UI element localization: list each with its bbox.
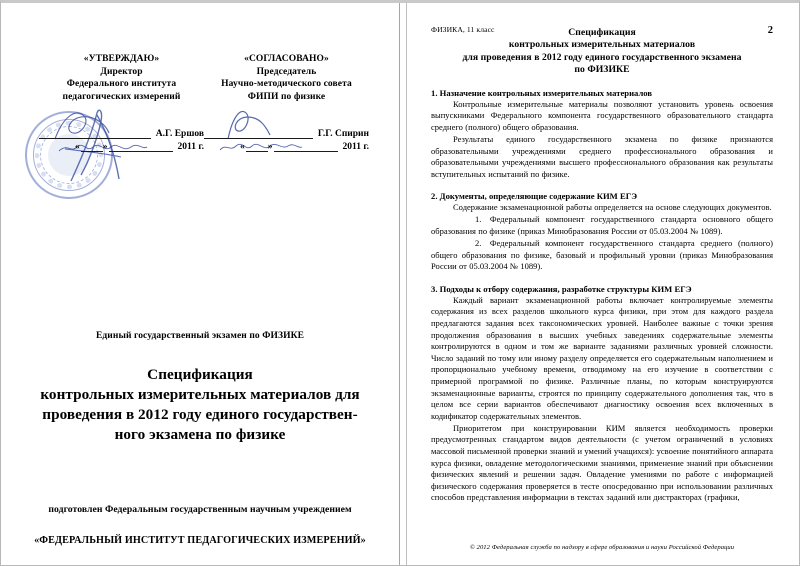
left-page-title: [17, 365, 383, 445]
approval-heading-line: Научно-методического совета: [221, 79, 352, 90]
approval-block: [17, 53, 383, 167]
approval-heading-line: Председатель: [256, 66, 317, 77]
running-head: ФИЗИКА, 11 класс: [431, 25, 495, 34]
approval-column-soglasovano: [204, 53, 369, 167]
approval-heading-line: ФИПИ по физике: [247, 91, 326, 102]
paragraph: Результаты единого государственного экзамена по физике признаются образовательными учреждениями среднего профессионального образования и образовательными учреждениями высшего профессионального образования как результаты вступительных испытаний по физике.: [431, 133, 773, 179]
title-line: для проведения в 2012 году единого государственного экзамена: [462, 51, 742, 63]
title-line: проведения в 2012 году единого государствен-: [42, 406, 358, 424]
right-page-title: [431, 27, 773, 77]
section-heading-3: 3. Подходы к отбору содержания, разработке структуры КИМ ЕГЭ: [431, 283, 692, 294]
title-line: по ФИЗИКЕ: [574, 64, 630, 76]
approval-heading-line: «УТВЕРЖДАЮ»: [83, 54, 160, 64]
paragraph: Содержание экзаменационной работы определяется на основе следующих документов.: [453, 202, 772, 213]
title-line: Спецификация: [147, 366, 253, 384]
approval-heading-line: «СОГЛАСОВАНО»: [244, 54, 329, 64]
date-quote-close: »: [267, 142, 273, 153]
approval-heading-line: Федерального института: [66, 79, 177, 90]
numbered-paragraph: 2. Федеральный компонент государственного стандарта среднего (полного) общего образования по физике, базовый и профильный уровни (приказ Минобразования России от 05.03.2004 № 1089).: [431, 238, 773, 272]
exam-subject-line: Единый государственный экзамен по ФИЗИКЕ: [95, 331, 305, 342]
date-quote-open: «: [240, 142, 245, 153]
signature-area: [204, 115, 369, 167]
date-year: 2011 г.: [342, 142, 369, 153]
title-line: Спецификация: [568, 27, 636, 38]
signature-area: [39, 115, 204, 167]
numbered-paragraph: 1. Федеральный компонент государственного стандарта основного общего образования по физике (приказ Минобразования России от 05.03.2004 № 1089).: [431, 214, 773, 236]
signature-name-row: [204, 129, 369, 139]
title-line: контрольных измерительных материалов: [508, 39, 696, 51]
title-line: ного экзамена по физике: [114, 426, 286, 444]
signatory-name: А.Г. Ершов: [155, 129, 204, 140]
signature-name-row: [39, 129, 204, 139]
approval-heading: [39, 53, 204, 103]
page-footer-copyright: © 2012 Федеральная служба по надзору в сфере образования и науки Российской Федерации: [469, 544, 735, 551]
page-right: [407, 3, 799, 565]
signature-rule: [204, 129, 313, 139]
approval-heading-line: педагогических измерений: [62, 91, 181, 102]
approval-column-utverzhdayu: [39, 53, 204, 167]
prepared-by-line: подготовлен Федеральным государственным научным учреждением: [48, 504, 352, 516]
page-number: 2: [767, 25, 773, 36]
paragraph: Контрольные измерительные материалы позволяют установить уровень освоения выпускниками Федерального компонента государственного образовательного стандарта среднего (полного) общего образования.: [431, 98, 773, 132]
page-gutter: [400, 3, 407, 565]
date-month-blank: [109, 142, 173, 152]
signature-rule: [39, 129, 151, 139]
date-quote-close: »: [102, 142, 108, 153]
signatory-name: Г.Г. Спирин: [317, 129, 369, 140]
date-day-blank: [246, 142, 268, 152]
date-year: 2011 г.: [177, 142, 204, 153]
signature-date-row: [204, 142, 369, 152]
date-quote-open: «: [75, 142, 80, 153]
section-heading-1: 1. Назначение контрольных измерительных материалов: [431, 87, 653, 98]
paragraph: Каждый вариант экзаменационной работы включает контролируемые элементы содержания из всех разделов школьного курса физики, при этом для каждого раздела предлагаются задания всех таксономических уровней. Наиболее важные с точки зрения продолжения образования в высших учебных заведениях содержательные элементы контролируются в одном и том же варианте заданиями различных уровней сложности. Число заданий по тому или иному разделу определяется его содержательным наполнением и пропорционально учебному времени, отводимому на его изучение в соответствии с примерной программой по физике. Различные планы, по которым конструируются экзаменационные варианты, строятся по принципу содержательного дополнения так, что в целом все серии вариантов обеспечивают диагностику освоения всех включенных в кодификатор содержательных элементов.: [431, 294, 773, 421]
paragraph: Приоритетом при конструировании КИМ является необходимость проверки предусмотренных стандартом видов деятельности (с учетом ограничений в условиях массовой письменной проверки знаний и умений учащихся): усвоение понятийного аппарата курса физики, овладение методологическими знаниями, применение знаний при объяснении физических явлений и решении задач. Овладение умениями по работе с информацией физического содержания проверяется в тесте опосредованно при использовании различных способов представления информации в текстах заданий или дистракторах (графики,: [431, 422, 773, 503]
approval-heading-line: Директор: [100, 66, 143, 77]
section-heading-2: 2. Документы, определяющие содержание КИМ ЕГЭ: [431, 191, 638, 202]
title-line: контрольных измерительных материалов для: [40, 386, 360, 404]
approval-heading: [204, 53, 369, 103]
date-month-blank: [274, 142, 338, 152]
institute-name: «ФЕДЕРАЛЬНЫЙ ИНСТИТУТ ПЕДАГОГИЧЕСКИХ ИЗМЕРЕНИЙ»: [34, 535, 366, 547]
page-left: [1, 3, 400, 565]
signature-date-row: [39, 142, 204, 152]
date-day-blank: [81, 142, 103, 152]
